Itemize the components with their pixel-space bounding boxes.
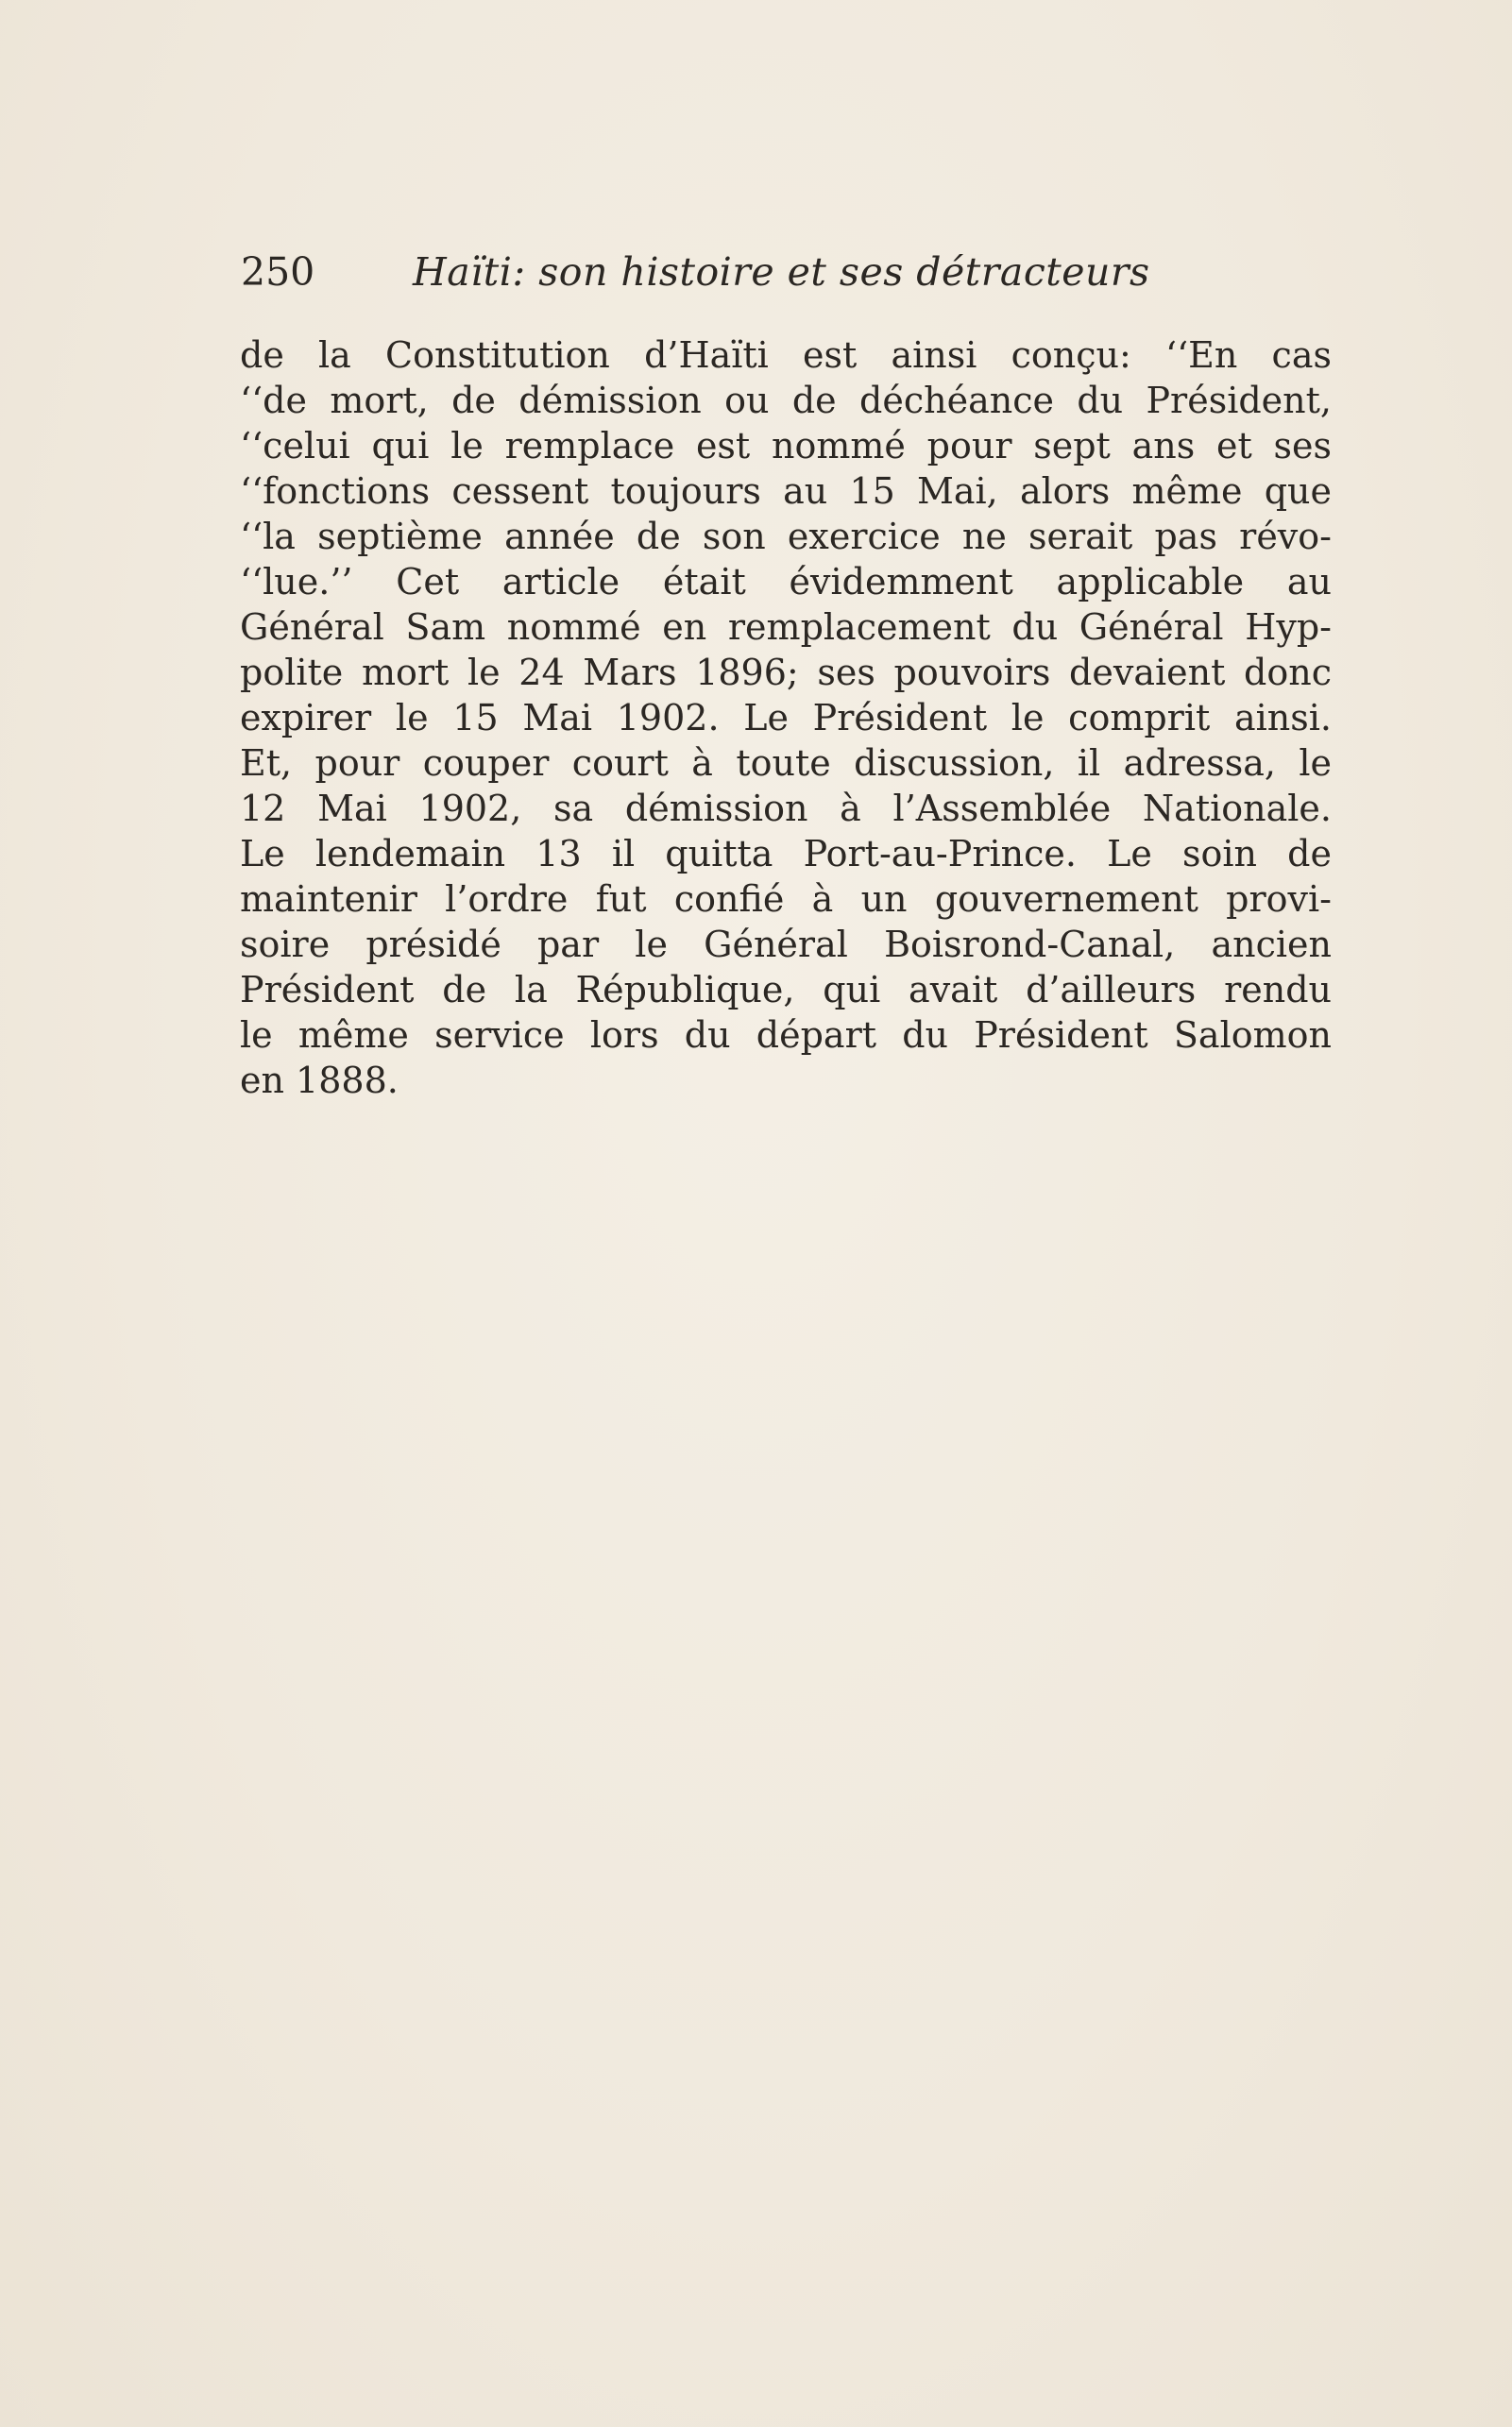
text-line: polite mort le 24 Mars 1896; ses pouvoirs devaient donc xyxy=(240,652,1332,693)
text-line: ‘‘fonctions cessent toujours au 15 Mai, alors même que xyxy=(240,470,1332,512)
text-line: Général Sam nommé en remplacement du Général Hyp- xyxy=(240,606,1332,648)
text-line: ‘‘la septième année de son exercice ne serait pas révo- xyxy=(240,516,1332,557)
text-line: maintenir l’ordre fut confié à un gouvernement provi- xyxy=(240,878,1332,920)
text-line: ‘‘de mort, de démission ou de déchéance du Président, xyxy=(240,380,1332,421)
body-paragraph xyxy=(240,332,1332,1103)
page-number: 250 xyxy=(241,249,315,295)
text-line: en 1888. xyxy=(240,1060,399,1101)
text-line: de la Constitution d’Haïti est ainsi conçu: ‘‘En cas xyxy=(240,334,1332,376)
text-line: Président de la République, qui avait d’ailleurs rendu xyxy=(240,969,1332,1010)
text-line: soire présidé par le Général Boisrond-Canal, ancien xyxy=(240,924,1332,965)
running-head xyxy=(241,247,1336,314)
text-line: ‘‘lue.’’ Cet article était évidemment applicable au xyxy=(240,561,1332,603)
text-line: ‘‘celui qui le remplace est nommé pour sept ans et ses xyxy=(240,425,1332,467)
text-line: le même service lors du départ du Président Salomon xyxy=(240,1014,1332,1056)
text-line: Le lendemain 13 il quitta Port-au-Prince. Le soin de xyxy=(240,833,1332,874)
text-line: 12 Mai 1902, sa démission à l’Assemblée Nationale. xyxy=(240,788,1332,829)
text-line: Et, pour couper court à toute discussion, il adressa, le xyxy=(240,742,1332,784)
running-title: Haïti: son histoire et ses détracteurs xyxy=(413,249,1150,295)
text-line: expirer le 15 Mai 1902. Le Président le comprit ainsi. xyxy=(240,697,1332,738)
